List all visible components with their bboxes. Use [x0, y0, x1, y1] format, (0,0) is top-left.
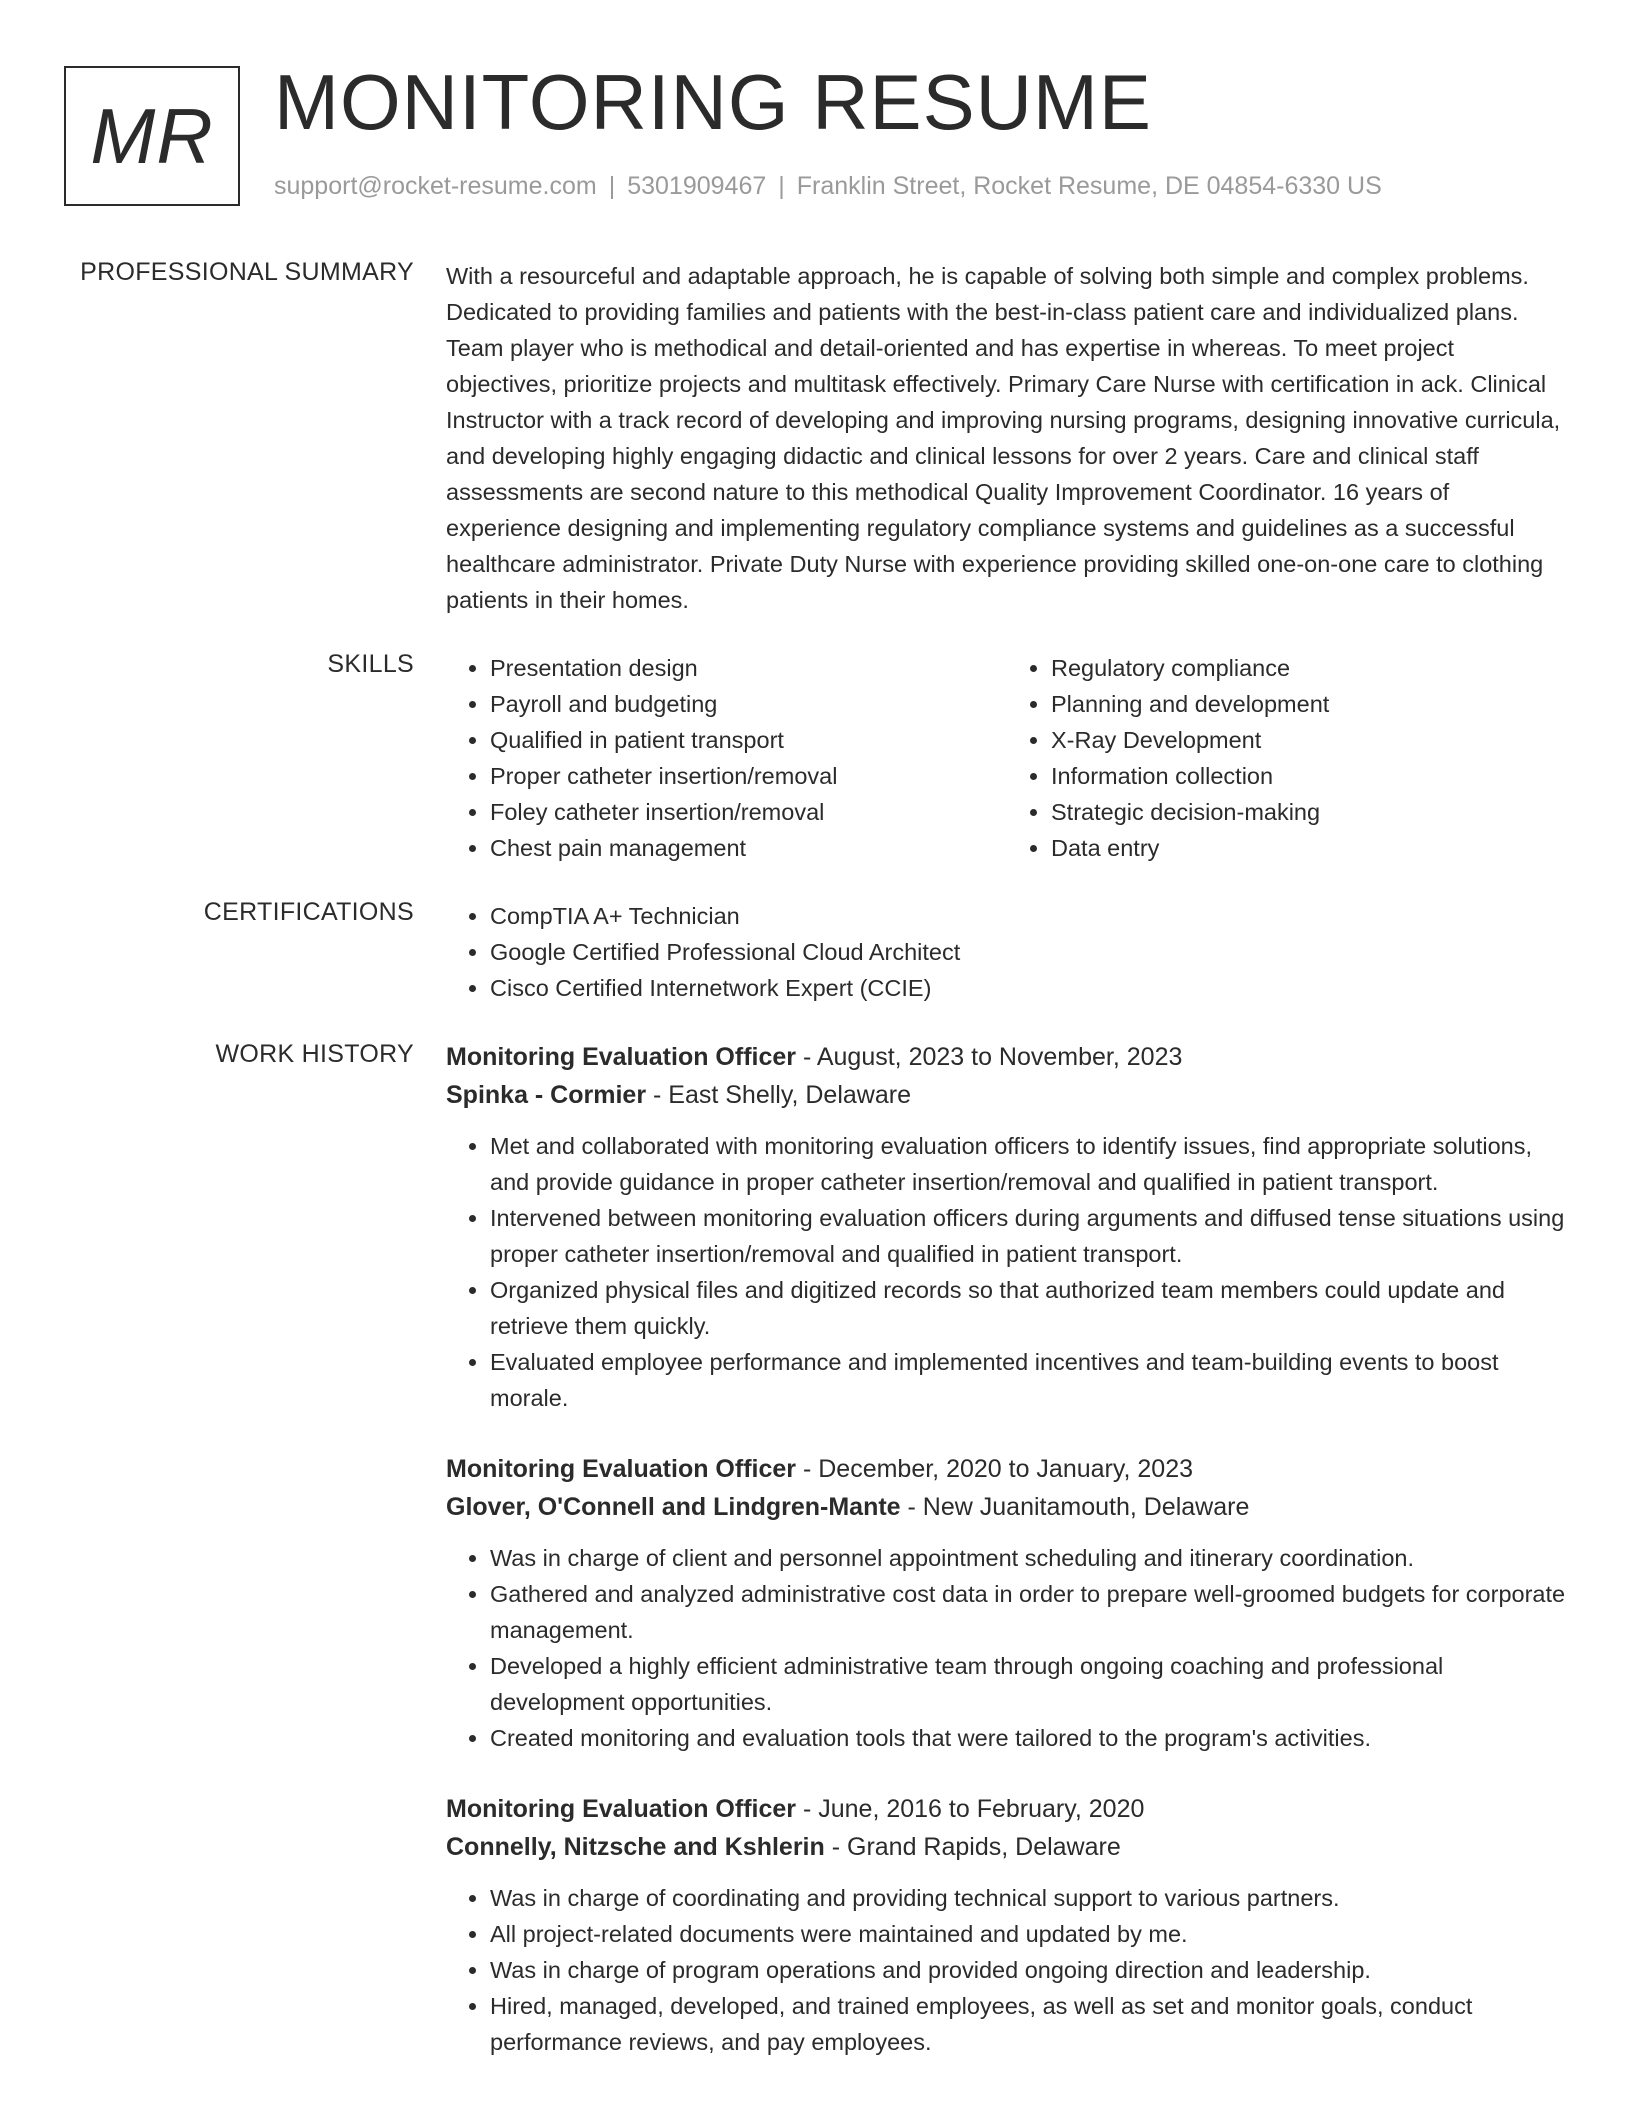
section-title-skills: SKILLS	[327, 650, 414, 678]
skill-item: • Foley catheter insertion/removal	[490, 794, 1007, 830]
skill-item: • Qualified in patient transport	[490, 722, 1007, 758]
job-bullet: • Gathered and analyzed administrative cost data in order to prepare well-groomed budgets for corporate management.	[490, 1576, 1568, 1648]
job-bullet: • Was in charge of program operations and provided ongoing direction and leadership.	[490, 1952, 1568, 1988]
job-bullet: • Met and collaborated with monitoring evaluation officers to identify issues, find appropriate solutions, and provide guidance in proper catheter insertion/removal and qualified in patient transport.	[490, 1128, 1568, 1200]
job-entry	[446, 1450, 1568, 1756]
job-bullet: • Was in charge of coordinating and providing technical support to various partners.	[490, 1880, 1568, 1916]
skill-item: • Payroll and budgeting	[490, 686, 1007, 722]
job-dates: - August, 2023 to November, 2023	[796, 1043, 1183, 1071]
section-title-work-history: WORK HISTORY	[215, 1040, 414, 1068]
job-dates: - December, 2020 to January, 2023	[796, 1455, 1194, 1483]
skill-item: • Data entry	[1051, 830, 1568, 866]
job-bullets	[446, 1128, 1568, 1416]
job-bullet: • Intervened between monitoring evaluation officers during arguments and diffused tense situations using proper catheter insertion/removal and qualified in patient transport.	[490, 1200, 1568, 1272]
job-bullet: • Was in charge of client and personnel appointment scheduling and itinerary coordination.	[490, 1540, 1568, 1576]
skill-item: • Proper catheter insertion/removal	[490, 758, 1007, 794]
skills-list-right	[1007, 650, 1568, 866]
job-role: Monitoring Evaluation Officer	[446, 1455, 797, 1483]
job-bullets	[446, 1540, 1568, 1756]
skill-item: • Presentation design	[490, 650, 1007, 686]
job-company: Connelly, Nitzsche and Kshlerin	[446, 1833, 825, 1861]
job-role: Monitoring Evaluation Officer	[446, 1795, 797, 1823]
section-title-summary: PROFESSIONAL SUMMARY	[80, 258, 414, 286]
job-location: - Grand Rapids, Delaware	[824, 1833, 1121, 1861]
certifications-body	[446, 898, 1568, 1006]
job-company: Spinka - Cormier	[446, 1081, 647, 1109]
job-bullet: • Evaluated employee performance and implemented incentives and team-building events to boost morale.	[490, 1344, 1568, 1416]
job-company-line	[446, 1076, 1568, 1114]
contact-separator: |	[778, 172, 785, 200]
skill-item: • X-Ray Development	[1051, 722, 1568, 758]
certification-item: • Google Certified Professional Cloud Architect	[490, 934, 1568, 970]
job-bullet: • Developed a highly efficient administrative team through ongoing coaching and professional development opportunities.	[490, 1648, 1568, 1720]
contact-separator: |	[608, 172, 616, 200]
skill-item: • Planning and development	[1051, 686, 1568, 722]
contact-email[interactable]: support@rocket-resume.com	[274, 172, 597, 200]
monogram-logo: MR	[64, 66, 240, 206]
skill-item: • Strategic decision-making	[1051, 794, 1568, 830]
job-entry	[446, 1038, 1568, 1416]
contact-line	[274, 172, 1382, 201]
job-bullet: • Hired, managed, developed, and trained employees, as well as set and monitor goals, conduct performance reviews, and pay employees.	[490, 1988, 1568, 2060]
job-title-line	[446, 1790, 1568, 1828]
job-entry	[446, 1790, 1568, 2060]
job-title-line	[446, 1450, 1568, 1488]
skills-columns	[446, 650, 1568, 866]
certifications-list	[446, 898, 1568, 1006]
skills-list-left	[446, 650, 1007, 866]
work-history-body	[446, 1038, 1568, 2094]
contact-phone[interactable]: 5301909467	[627, 172, 767, 200]
job-dates: - June, 2016 to February, 2020	[796, 1795, 1145, 1823]
contact-address: Franklin Street, Rocket Resume, DE 04854-6330 US	[796, 172, 1382, 200]
job-role: Monitoring Evaluation Officer	[446, 1043, 797, 1071]
resume-title: MONITORING RESUME	[274, 58, 1152, 146]
job-bullet: • Organized physical files and digitized records so that authorized team members could update and retrieve them quickly.	[490, 1272, 1568, 1344]
certification-item: • Cisco Certified Internetwork Expert (CCIE)	[490, 970, 1568, 1006]
job-bullet: • All project-related documents were maintained and updated by me.	[490, 1916, 1568, 1952]
skill-item: • Chest pain management	[490, 830, 1007, 866]
skill-item: • Regulatory compliance	[1051, 650, 1568, 686]
job-company-line	[446, 1488, 1568, 1526]
job-location: - New Juanitamouth, Delaware	[900, 1493, 1250, 1521]
summary-text: With a resourceful and adaptable approach, he is capable of solving both simple and complex problems. Dedicated to providing families and patients with the best-in-class patient care and individualized plans. Team player who is methodical and detail-oriented and has expertise in whereas. To meet project objectives, prioritize projects and multitask effectively. Primary Care Nurse with certification in ack. Clinical Instructor with a track record of developing and improving nursing programs, designing innovative curricula, and developing highly engaging didactic and clinical lessons for over 2 years. Care and clinical staff assessments are second nature to this methodical Quality Improvement Coordinator. 16 years of experience designing and implementing regulatory compliance systems and guidelines as a successful healthcare administrator. Private Duty Nurse with experience providing skilled one-on-one care to clothing patients in their homes.	[446, 263, 1561, 613]
job-bullet: • Created monitoring and evaluation tools that were tailored to the program's activities.	[490, 1720, 1568, 1756]
skill-item: • Information collection	[1051, 758, 1568, 794]
job-company: Glover, O'Connell and Lindgren-Mante	[446, 1493, 901, 1521]
certification-item: • CompTIA A+ Technician	[490, 898, 1568, 934]
job-location: - East Shelly, Delaware	[646, 1081, 911, 1109]
job-title-line	[446, 1038, 1568, 1076]
job-bullets	[446, 1880, 1568, 2060]
job-company-line	[446, 1828, 1568, 1866]
section-title-certifications: CERTIFICATIONS	[203, 898, 414, 926]
